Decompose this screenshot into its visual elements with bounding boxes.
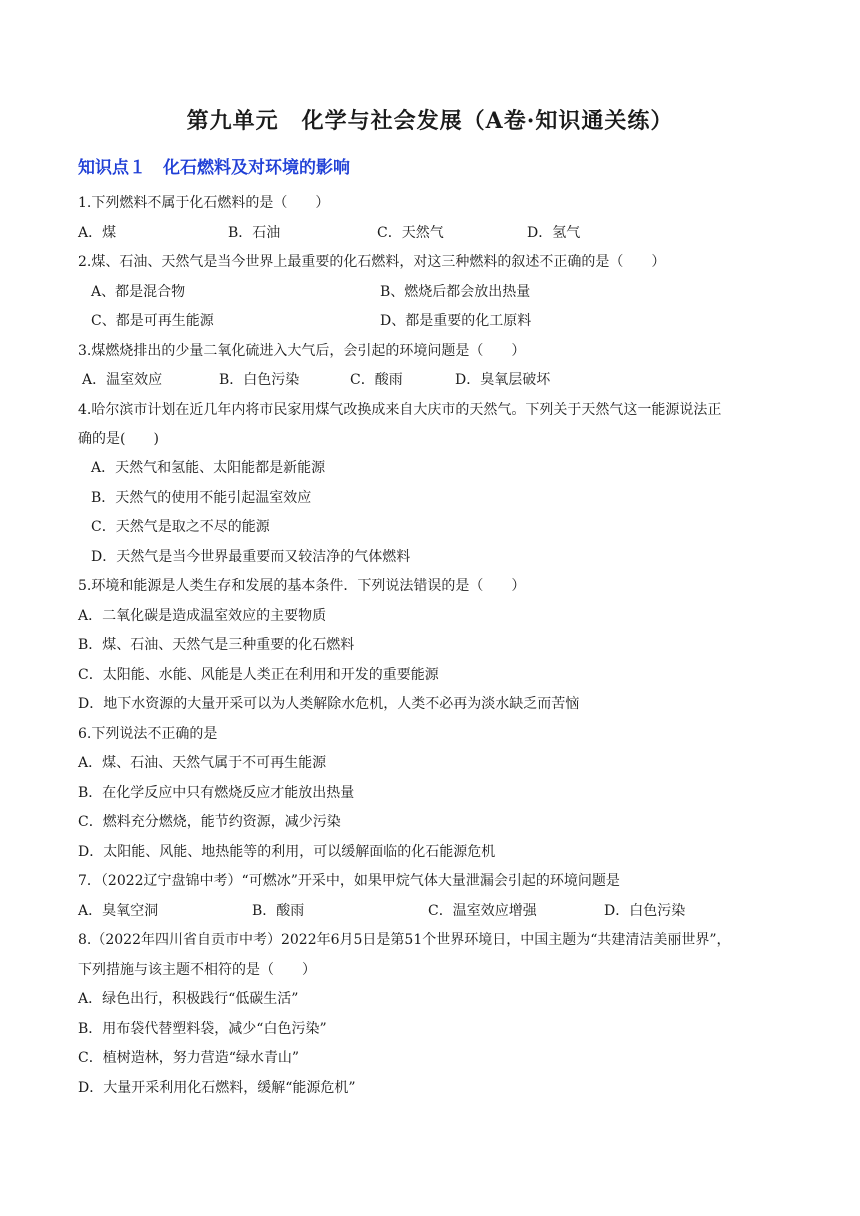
q2-option-c: C、都是可再生能源 [91, 313, 214, 329]
q5-option-c: C．太阳能、水能、风能是人类正在利用和开发的重要能源 [78, 667, 439, 683]
question-3-stem: 3.煤燃烧排出的少量二氧化硫进入大气后，会引起的环境问题是（ ） [78, 343, 526, 359]
q6-option-c: C．燃料充分燃烧，能节约资源，减少污染 [78, 814, 341, 830]
question-2-stem: 2.煤、石油、天然气是当今世界上最重要的化石燃料，对这三种燃料的叙述不正确的是（ ） [78, 254, 666, 270]
q8-option-c: C．植树造林，努力营造“绿水青山” [78, 1050, 300, 1066]
q4-option-c: C．天然气是取之不尽的能源 [91, 519, 270, 535]
q3-option-c: C．酸雨 [350, 372, 403, 388]
question-5-stem: 5.环境和能源是人类生存和发展的基本条件．下列说法错误的是（ ） [78, 578, 526, 594]
q8-option-d: D．大量开采利用化石燃料，缓解“能源危机” [78, 1080, 356, 1096]
q6-option-b: B．在化学反应中只有燃烧反应才能放出热量 [78, 785, 355, 801]
q3-option-b: B．白色污染 [219, 372, 300, 388]
q5-option-b: B．煤、石油、天然气是三种重要的化石燃料 [78, 637, 355, 653]
q1-option-b: B．石油 [228, 225, 281, 241]
q4-option-b: B．天然气的使用不能引起温室效应 [91, 490, 312, 506]
section-heading: 知识点１ 化石燃料及对环境的影响 [78, 158, 350, 178]
q5-option-d: D．地下水资源的大量开采可以为人类解除水危机，人类不必再为淡水缺乏而苦恼 [78, 696, 580, 712]
q3-option-a: A．温室效应 [82, 372, 163, 388]
question-8-stem-line-1: 8.（2022年四川省自贡市中考）2022年6月5日是第51个世界环境日，中国主题为“共建清洁美丽世界”， [78, 932, 731, 948]
q3-option-d: D．臭氧层破坏 [455, 372, 551, 388]
q4-option-d: D．天然气是当今世界最重要而又较洁净的气体燃料 [91, 549, 411, 565]
question-6-stem: 6.下列说法不正确的是 [78, 726, 218, 742]
question-4-stem-line-2: 确的是( ) [78, 431, 159, 447]
q5-option-a: A．二氧化碳是造成温室效应的主要物质 [78, 608, 327, 624]
question-4-stem-line-1: 4.哈尔滨市计划在近几年内将市民家用煤气改换成来自大庆市的天然气。下列关于天然气这一能源说法正 [78, 402, 722, 418]
q6-option-d: D．太阳能、风能、地热能等的利用，可以缓解面临的化石能源危机 [78, 844, 496, 860]
q1-option-d: D．氢气 [527, 225, 581, 241]
q6-option-a: A．煤、石油、天然气属于不可再生能源 [78, 755, 327, 771]
q1-option-c: C．天然气 [377, 225, 444, 241]
q2-option-a: A、都是混合物 [91, 284, 186, 300]
q4-option-a: A．天然气和氢能、太阳能都是新能源 [91, 460, 326, 476]
q8-option-b: B．用布袋代替塑料袋，减少“白色污染” [78, 1021, 327, 1037]
question-1-stem: 1.下列燃料不属于化石燃料的是（ ） [78, 195, 330, 211]
q7-option-d: D．白色污染 [604, 903, 686, 919]
q7-option-c: C．温室效应增强 [428, 903, 537, 919]
q2-option-b: B、燃烧后都会放出热量 [380, 284, 531, 300]
q2-option-d: D、都是重要的化工原料 [380, 313, 532, 329]
q1-option-a: A．煤 [78, 225, 117, 241]
q7-option-a: A．臭氧空洞 [78, 903, 159, 919]
question-8-stem-line-2: 下列措施与该主题不相符的是（ ） [78, 962, 316, 978]
page-title: 第九单元 化学与社会发展（A卷·知识通关练） [186, 108, 674, 134]
q8-option-a: A．绿色出行，积极践行“低碳生活” [78, 991, 299, 1007]
question-7-stem: 7．（2022辽宁盘锦中考）“可燃冰”开采中，如果甲烷气体大量泄漏会引起的环境问题是 [78, 873, 620, 889]
q7-option-b: B．酸雨 [252, 903, 305, 919]
